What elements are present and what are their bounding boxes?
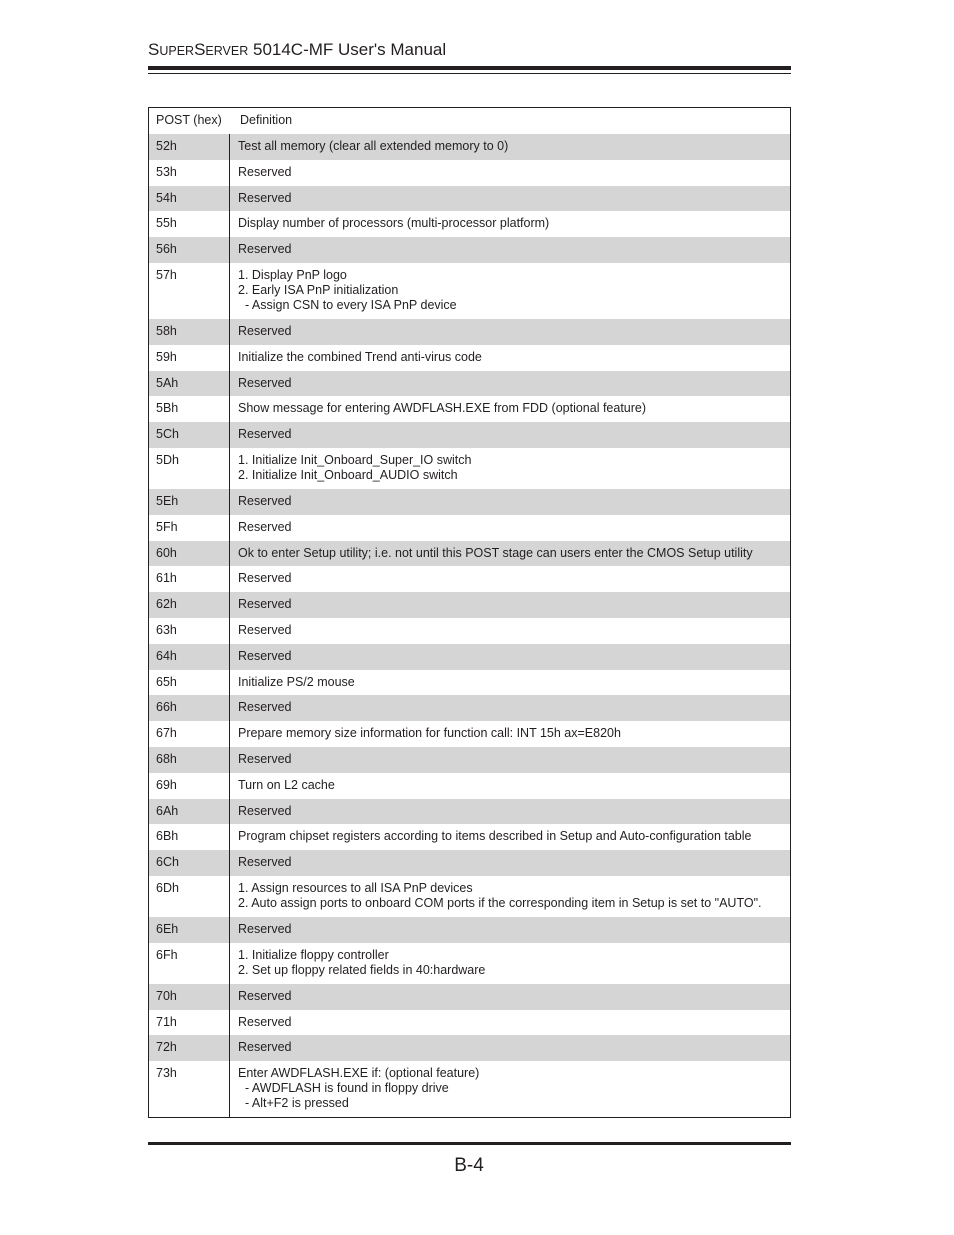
post-code-cell: 60h <box>149 541 230 567</box>
definition-cell <box>230 675 790 696</box>
post-code-cell: 65h <box>149 670 230 696</box>
definition-cell <box>230 546 790 567</box>
definition-cell <box>230 752 790 773</box>
definition-line: Reserved <box>238 242 292 257</box>
definition-line: Test all memory (clear all extended memory to 0) <box>238 139 509 153</box>
definition-cell <box>230 700 790 721</box>
table-row <box>149 566 790 592</box>
definition-line: 2. Initialize Init_Onboard_AUDIO switch <box>238 467 458 482</box>
table-row <box>149 1035 790 1061</box>
table-row <box>149 670 790 696</box>
definition-line: 2. Auto assign ports to onboard COM ports if the corresponding item in Setup is set to "AUTO". <box>238 895 762 910</box>
definition-cell <box>230 376 790 397</box>
definition-line: Reserved <box>238 190 292 205</box>
table-row <box>149 1061 790 1117</box>
definition-cell <box>230 948 790 984</box>
table-row <box>149 592 790 618</box>
post-code-cell: 54h <box>149 186 230 212</box>
definition-line: 2. Set up floppy related fields in 40:hardware <box>238 962 486 977</box>
post-code-cell: 68h <box>149 747 230 773</box>
definition-line: Reserved <box>238 855 292 870</box>
definition-line: 1. Initialize floppy controller <box>238 947 389 962</box>
post-code-cell: 6Ch <box>149 850 230 876</box>
definition-line: Reserved <box>238 1040 292 1055</box>
definition-cell <box>230 989 790 1010</box>
definition-cell <box>230 427 790 448</box>
table-row <box>149 644 790 670</box>
table-row <box>149 448 790 489</box>
post-code-cell: 5Ch <box>149 422 230 448</box>
post-code-cell: 70h <box>149 984 230 1010</box>
definition-cell <box>230 804 790 825</box>
definition-cell <box>230 350 790 371</box>
definition-line: Enter AWDFLASH.EXE if: (optional feature) <box>238 1066 480 1081</box>
definition-line: Reserved <box>238 375 292 390</box>
table-row <box>149 917 790 943</box>
table-row <box>149 396 790 422</box>
definition-cell <box>230 165 790 186</box>
post-code-cell: 66h <box>149 695 230 721</box>
definition-line: Reserved <box>238 519 292 534</box>
table-row <box>149 541 790 567</box>
table-row <box>149 237 790 263</box>
post-code-cell: 5Bh <box>149 396 230 422</box>
definition-line: Reserved <box>238 803 292 818</box>
definition-line: Turn on L2 cache <box>238 777 335 792</box>
post-code-cell: 62h <box>149 592 230 618</box>
post-code-cell: 6Dh <box>149 876 230 917</box>
definition-cell <box>230 829 790 850</box>
definition-line: Reserved <box>238 1014 292 1029</box>
header-rule-thin <box>148 73 791 74</box>
post-code-cell: 63h <box>149 618 230 644</box>
definition-cell <box>230 191 790 212</box>
definition-line: Display number of processors (multi-processor platform) <box>238 216 550 231</box>
definition-line: Initialize PS/2 mouse <box>238 674 355 689</box>
definition-line: Reserved <box>238 700 292 715</box>
definition-line: Show message for entering AWDFLASH.EXE from FDD (optional feature) <box>238 401 647 416</box>
table-row <box>149 773 790 799</box>
table-row <box>149 489 790 515</box>
table-header-row <box>149 108 790 134</box>
table-row <box>149 618 790 644</box>
post-code-cell: 5Ah <box>149 371 230 397</box>
definition-line: Reserved <box>238 427 292 442</box>
post-code-cell: 71h <box>149 1010 230 1036</box>
definition-cell <box>230 881 790 917</box>
post-code-cell: 67h <box>149 721 230 747</box>
table-row <box>149 345 790 371</box>
definition-line: 1. Display PnP logo <box>238 267 347 282</box>
footer-rule <box>148 1142 791 1145</box>
definition-cell <box>230 726 790 747</box>
definition-cell <box>230 216 790 237</box>
definition-cell <box>230 268 790 319</box>
post-code-cell: 73h <box>149 1061 230 1117</box>
definition-line: Reserved <box>238 921 292 936</box>
definition-line: Initialize the combined Trend anti-virus code <box>238 349 482 364</box>
table-row <box>149 695 790 721</box>
post-code-cell: 59h <box>149 345 230 371</box>
post-code-cell: 61h <box>149 566 230 592</box>
post-code-cell: 6Fh <box>149 943 230 984</box>
page-number: B-4 <box>454 1155 484 1176</box>
definition-cell <box>230 494 790 515</box>
table-row <box>149 850 790 876</box>
post-code-cell: 5Eh <box>149 489 230 515</box>
title-initial-s2: S <box>194 40 206 59</box>
table-row <box>149 319 790 345</box>
definition-cell <box>230 242 790 263</box>
definition-cell <box>230 520 790 541</box>
definition-line: 2. Early ISA PnP initialization <box>238 282 399 297</box>
post-code-cell: 56h <box>149 237 230 263</box>
header-rule-thick <box>148 66 791 70</box>
definition-cell <box>230 453 790 489</box>
definition-line: Reserved <box>238 571 292 586</box>
table-row <box>149 263 790 319</box>
post-code-cell: 6Eh <box>149 917 230 943</box>
post-code-cell: 52h <box>149 134 230 160</box>
definition-line: Reserved <box>238 164 292 179</box>
table-row <box>149 747 790 773</box>
definition-line: Ok to enter Setup utility; i.e. not until this POST stage can users enter the CMOS Setup utility <box>238 545 753 560</box>
definition-cell <box>230 649 790 670</box>
definition-line: Reserved <box>238 648 292 663</box>
definition-cell <box>230 1015 790 1036</box>
definition-line: 1. Assign resources to all ISA PnP devices <box>238 880 473 895</box>
table-row <box>149 186 790 212</box>
definition-cell <box>230 778 790 799</box>
definition-cell <box>230 571 790 592</box>
column-header-definition: Definition <box>240 113 293 127</box>
definition-line: Reserved <box>238 597 292 612</box>
definition-cell <box>230 401 790 422</box>
definition-line: Reserved <box>238 751 292 766</box>
post-code-cell: 6Ah <box>149 799 230 825</box>
definition-line: - AWDFLASH is found in floppy drive <box>238 1081 449 1096</box>
post-code-cell: 5Dh <box>149 448 230 489</box>
post-code-cell: 69h <box>149 773 230 799</box>
definition-line: Program chipset registers according to items described in Setup and Auto-configuration table <box>238 829 752 844</box>
definition-cell <box>230 623 790 644</box>
title-smallcaps-uper: UPER <box>159 44 195 58</box>
table-row <box>149 515 790 541</box>
definition-cell <box>230 922 790 943</box>
post-code-cell: 55h <box>149 211 230 237</box>
table-row <box>149 134 790 160</box>
definition-line: Prepare memory size information for function call: INT 15h ax=E820h <box>238 726 621 741</box>
table-row <box>149 211 790 237</box>
column-header-post: POST (hex) <box>156 113 222 127</box>
definition-cell <box>230 597 790 618</box>
post-code-cell: 58h <box>149 319 230 345</box>
page-header-title <box>148 40 446 60</box>
table-row <box>149 721 790 747</box>
post-code-cell: 72h <box>149 1035 230 1061</box>
definition-line: Reserved <box>238 988 292 1003</box>
table-row <box>149 943 790 984</box>
table-row <box>149 160 790 186</box>
title-initial-s: S <box>148 40 160 59</box>
post-code-cell: 53h <box>149 160 230 186</box>
definition-cell <box>230 139 790 160</box>
definition-cell <box>230 1066 790 1117</box>
definition-line: Reserved <box>238 622 292 637</box>
table-row <box>149 371 790 397</box>
table-row <box>149 984 790 1010</box>
table-row <box>149 422 790 448</box>
post-code-cell: 5Fh <box>149 515 230 541</box>
title-rest: 5014C-MF User's Manual <box>248 40 447 59</box>
definition-cell <box>230 1040 790 1061</box>
title-smallcaps-erver: ERVER <box>205 44 249 58</box>
table-row <box>149 824 790 850</box>
post-code-cell: 6Bh <box>149 824 230 850</box>
definition-line: - Assign CSN to every ISA PnP device <box>238 297 457 312</box>
table-row <box>149 876 790 917</box>
definition-cell <box>230 324 790 345</box>
definition-cell <box>230 855 790 876</box>
definition-line: Reserved <box>238 493 292 508</box>
table-row <box>149 799 790 825</box>
post-code-cell: 64h <box>149 644 230 670</box>
post-code-table <box>148 107 791 1118</box>
post-code-cell: 57h <box>149 263 230 319</box>
table-row <box>149 1010 790 1036</box>
definition-line: - Alt+F2 is pressed <box>238 1096 349 1111</box>
definition-line: 1. Initialize Init_Onboard_Super_IO switch <box>238 452 472 467</box>
definition-line: Reserved <box>238 323 292 338</box>
